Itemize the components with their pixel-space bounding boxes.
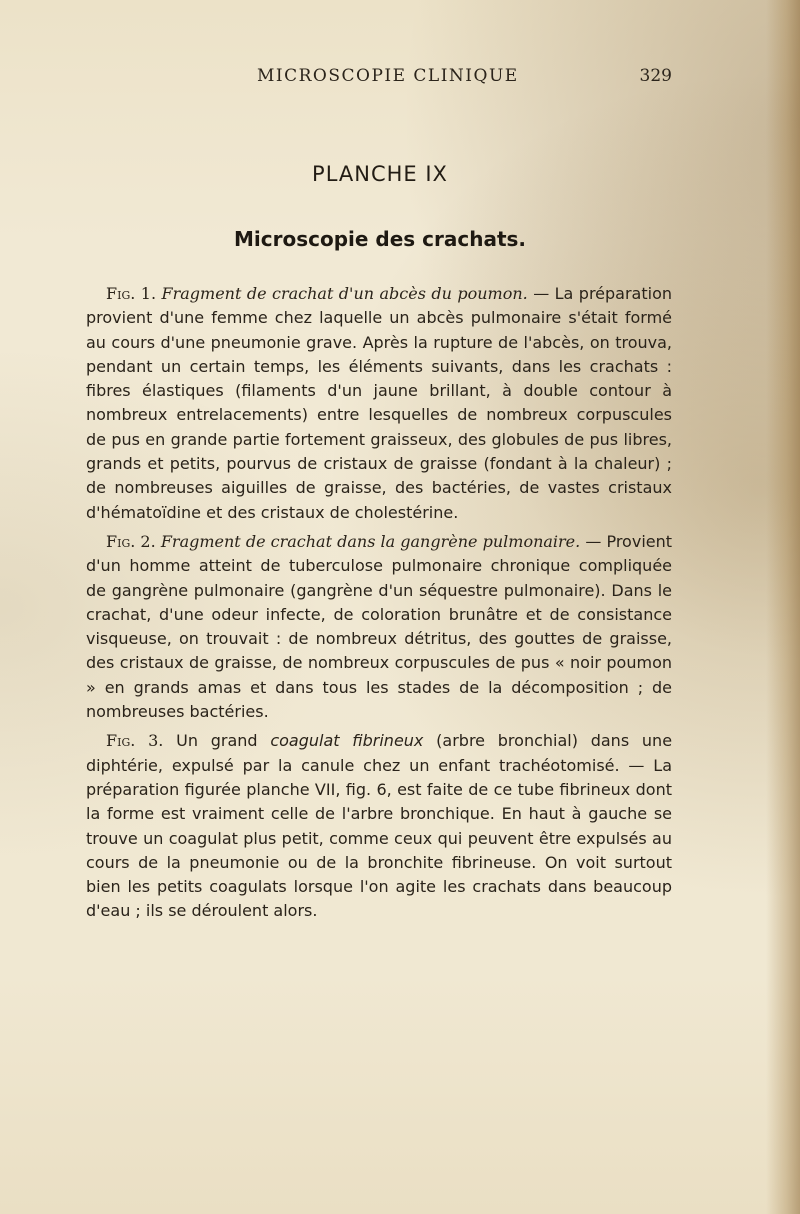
running-title: MICROSCOPIE CLINIQUE — [257, 66, 519, 86]
figure-1-label: Fig. 1. — [106, 284, 157, 303]
figure-3-text: (arbre bronchial) dans une diphtérie, expulsé par la canule chez un enfant trachéotomisé. — La préparation figurée planche VII, fig. 6, est faite de ce tube fibrineux dont la forme est vraiment celle de l'arbre bronchique. En haut à gauche se trouve un coagulat plus petit, comme ceux qui peuvent être expulsés au cours de la pneumonie ou de la bronchite fibrineuse. On voit surtout bien les petits coagulats lorsque l'on agite les crachats dans beaucoup d'eau ; ils se déroulent alors. — [86, 731, 673, 921]
figure-3-label: Fig. 3. — [106, 731, 164, 751]
figure-2-title: Fragment de crachat dans la gangrène pulmonaire. — [160, 531, 581, 551]
figure-1-text: — La préparation provient d'une femme chez laquelle un abcès pulmonaire s'était formé au cours d'une pneumonie grave. Après la rupture de l'abcès, on trouva, pendant un certain temps, les éléments suivants, dans les crachats : fibres élastiques (filaments d'un jaune brillant, à double contour à nombreux entrelacements) entre lesquelles de nombreux corpuscules de pus en grande partie fortement graisseux, des globules de pus libres, grands et petits, pourvus de cristaux de graisse (fondant à la chaleur) ; de nombreuses aiguilles de graisse, des bactéries, de vastes cristaux d'hématoïdine et des cristaux de cholestérine. — [86, 284, 673, 522]
figure-3-term: coagulat fibrineux — [270, 731, 424, 751]
figure-2-label: Fig. 2. — [106, 531, 156, 551]
figure-1-paragraph — [86, 282, 672, 525]
figure-descriptions — [86, 282, 672, 929]
figure-3-text-before: Un grand — [176, 731, 258, 751]
page-edge-shadow — [766, 0, 800, 1214]
figure-3-paragraph — [86, 729, 672, 923]
figure-1-title: Fragment de crachat d'un abcès du poumon. — [161, 284, 528, 303]
page-number: 329 — [639, 66, 672, 86]
plate-title: PLANCHE IX — [312, 162, 448, 186]
figure-2-text: — Provient d'un homme atteint de tuberculose pulmonaire chronique compliquée de gangrène pulmonaire (gangrène d'un séquestre pulmonaire). Dans le crachat, d'une odeur infecte, de coloration brunâtre et de consistance visqueuse, on trouvait : de nombreux détritus, des gouttes de graisse, des cristaux de graisse, de nombreux corpuscules de pus « noir poumon » en grands amas et dans tous les stades de la décomposition ; de nombreuses bactéries. — [86, 531, 673, 722]
page-header — [86, 66, 672, 92]
figure-2-paragraph — [86, 530, 672, 724]
section-title: Microscopie des crachats. — [233, 227, 527, 251]
